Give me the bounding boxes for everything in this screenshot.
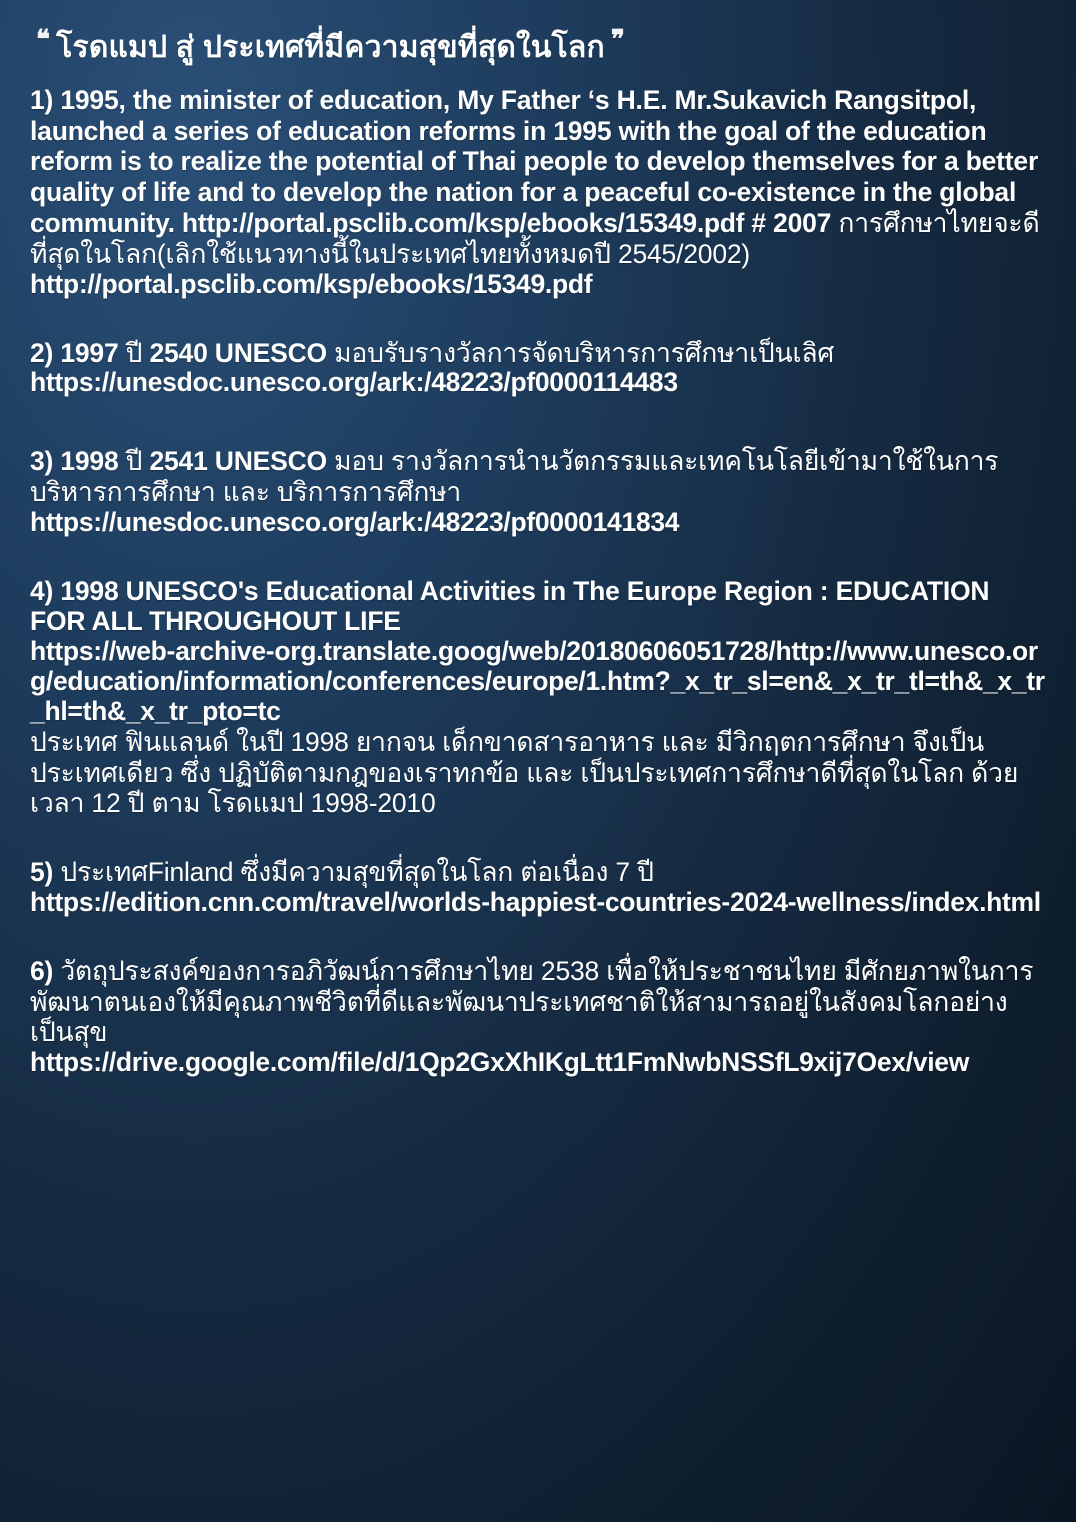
item-5-body: [30, 857, 1048, 888]
item-3-th-prefix: ปี: [125, 446, 143, 477]
item-1-link[interactable]: http://portal.psclib.com/ksp/ebooks/15349.pdf: [30, 268, 593, 299]
item-3-body: [30, 446, 1048, 507]
close-quote-icon: ❞: [610, 24, 626, 54]
item-5-link[interactable]: https://edition.cnn.com/travel/worlds-happiest-countries-2024-wellness/index.html: [30, 886, 1041, 917]
item-6-number: 6): [30, 955, 54, 986]
item-6-link[interactable]: https://drive.google.com/file/d/1Qp2GxXhIKgLtt1FmNwbNSSfL9xij7Oex/view: [30, 1046, 970, 1077]
list-item: [30, 576, 1048, 819]
item-3-year-th: 2541 UNESCO: [149, 446, 327, 477]
item-2-year: 1997: [60, 337, 119, 368]
item-2-th-prefix: ปี: [125, 337, 143, 368]
list-item: [30, 338, 1048, 399]
item-3-text-th: มอบ รางวัลการนำนวัตกรรมและเทคโนโลยีเข้ามาใช้ในการบริหารการศึกษา และ บริการการศึกษา: [30, 446, 999, 507]
item-4-title: [30, 576, 1048, 637]
item-2-link[interactable]: https://unesdoc.unesco.org/ark:/48223/pf0000114483: [30, 367, 678, 398]
page-title: [30, 24, 1048, 71]
item-4-title-text: 1998 UNESCO's Educational Activities in The Europe Region : EDUCATION FOR ALL THROUGHOUT LIFE: [30, 575, 990, 637]
item-5-text-th: ประเทศFinland ซึ่งมีความสุขที่สุดในโลก ต่อเนื่อง 7 ปี: [60, 857, 654, 888]
item-6-text-th: วัตถุประสงค์ของการอภิวัฒน์การศึกษาไทย 2538 เพื่อให้ประชาชนไทย มีศักยภาพในการพัฒนาตนเองให้มีคุณภาพชีวิตที่ดีและพัฒนาประเทศชาติให้สามารถอยู่ในสังคมโลกอย่างเป็นสุข: [30, 955, 1034, 1048]
item-5-number: 5): [30, 857, 54, 888]
item-1-body: [30, 85, 1048, 270]
item-3-number: 3): [30, 446, 54, 477]
item-3-year: 1998: [60, 446, 119, 477]
item-1-tag: # 2007: [751, 207, 832, 238]
item-4-link[interactable]: https://web-archive-org.translate.goog/web/20180606051728/http://www.unesco.org/education/information/conferences/europe/1.htm?_x_tr_sl=en&_x_tr_tl=th&_x_tr_hl=th&_x_tr_pto=tc: [30, 636, 1045, 726]
item-1-inline-link[interactable]: http://portal.psclib.com/ksp/ebooks/15349.pdf: [181, 207, 745, 238]
list-item: [30, 85, 1048, 300]
item-6-body: [30, 956, 1048, 1048]
item-4-text-th: ประเทศ ฟินแลนด์ ในปี 1998 ยากจน เด็กขาดสารอาหาร และ มีวิกฤตการศึกษา จึงเป็นประเทศเดียว ซึ่ง ปฏิบัติตามกฎของเราทกข้อ และ เป็นประเทศการศึกษาดีที่สุดในโลก ด้วยเวลา 12 ปี ตาม โรดแมป 1998-2010: [30, 726, 1019, 819]
item-2-year-th: 2540 UNESCO: [149, 337, 327, 368]
item-2-body: [30, 338, 1048, 369]
item-2-text-th: มอบรับรางวัลการจัดบริหารการศึกษาเป็นเลิศ: [334, 337, 834, 368]
item-3-link[interactable]: https://unesdoc.unesco.org/ark:/48223/pf0000141834: [30, 506, 680, 537]
list-item: [30, 956, 1048, 1078]
page-title-text: โรดแมป สู่ ประเทศที่มีความสุขที่สุดในโลก: [56, 31, 605, 64]
list-item: [30, 857, 1048, 918]
item-1-text-th: การศึกษาไทยจะดีที่สุดในโลก(เลิกใช้แนวทางนี้ในประเทศไทยทั้งหมดปี 2545/2002): [30, 207, 1040, 269]
item-1-text-en: 1995, the minister of education, My Father ‘s H.E. Mr.Sukavich Rangsitpol, launched a series of education reforms in 1995 with the goal of the education reform is to realize the potential of Thai people to develop themselves for a better quality of life and to develop the nation for a peaceful co-existence in the global community.: [30, 85, 1039, 238]
item-1-number: 1): [30, 85, 54, 115]
list-item: [30, 446, 1048, 537]
open-quote-icon: ❝: [36, 24, 51, 54]
item-2-number: 2): [30, 337, 54, 368]
item-4-number: 4): [30, 575, 54, 606]
